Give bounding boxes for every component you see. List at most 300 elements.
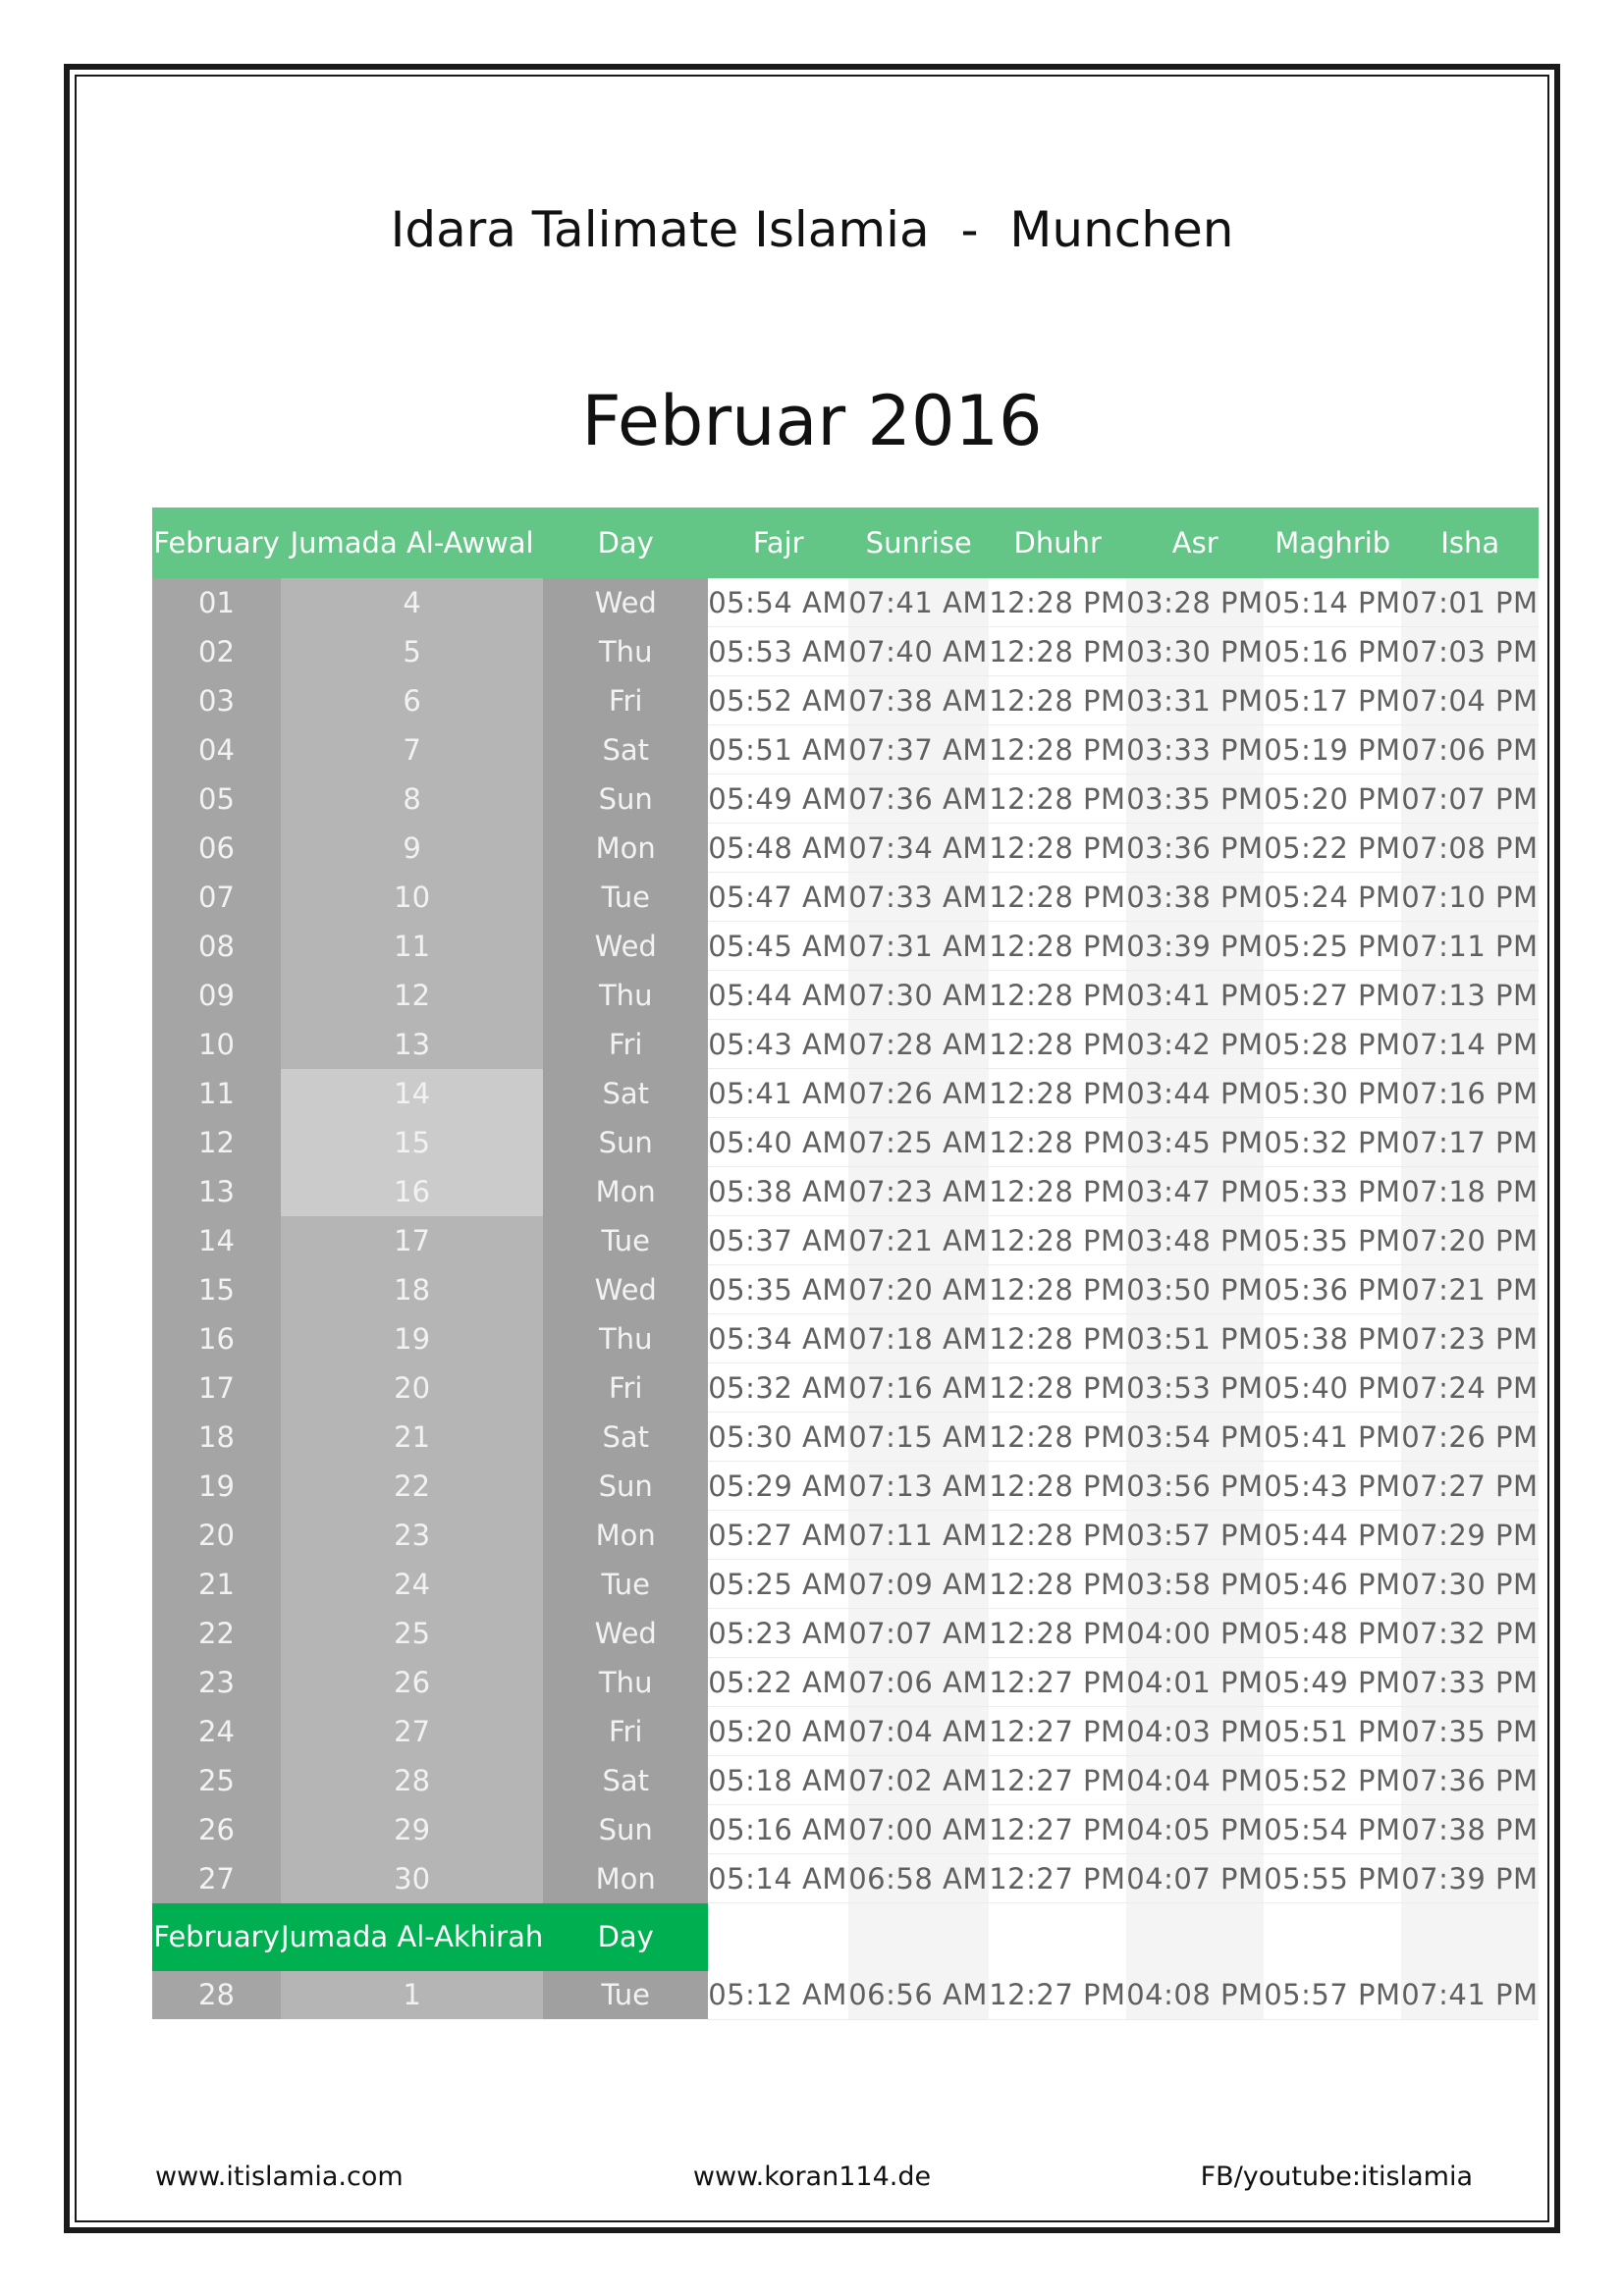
dhuhr-time-cell: 12:27 PM: [989, 1658, 1126, 1707]
table-row: [152, 824, 1539, 873]
asr-time-cell: 03:28 PM: [1126, 578, 1264, 627]
table-row: [152, 1020, 1539, 1069]
footer-website-left: www.itislamia.com: [155, 2162, 404, 2192]
sunrise-time-cell: 07:40 AM: [848, 627, 989, 676]
weekday-cell: Thu: [543, 627, 708, 676]
weekday-cell: Fri: [543, 676, 708, 725]
table-row: [152, 1971, 1539, 2020]
maghrib-time-cell: 05:38 PM: [1264, 1314, 1401, 1363]
maghrib-time-cell: 05:28 PM: [1264, 1020, 1401, 1069]
dhuhr-time-cell: 12:28 PM: [989, 1462, 1126, 1511]
footer-website-center: www.koran114.de: [692, 2162, 932, 2192]
date-cell: 13: [152, 1167, 281, 1216]
dhuhr-time-cell: 12:27 PM: [989, 1707, 1126, 1756]
hijri-day-cell: 4: [281, 578, 543, 627]
hijri-day-cell: 28: [281, 1756, 543, 1805]
isha-time-cell: 07:24 PM: [1401, 1363, 1539, 1413]
weekday-cell: Sun: [543, 1462, 708, 1511]
weekday-cell: Mon: [543, 1854, 708, 1903]
table-row: [152, 1658, 1539, 1707]
fajr-time-cell: 05:14 AM: [708, 1854, 848, 1903]
dhuhr-time-cell: 12:28 PM: [989, 725, 1126, 774]
dhuhr-time-cell: 12:28 PM: [989, 1216, 1126, 1265]
fajr-time-cell: 05:41 AM: [708, 1069, 848, 1118]
date-cell: 26: [152, 1805, 281, 1854]
asr-time-cell: 03:44 PM: [1126, 1069, 1264, 1118]
maghrib-time-cell: 05:33 PM: [1264, 1167, 1401, 1216]
maghrib-time-cell: 05:49 PM: [1264, 1658, 1401, 1707]
date-cell: 19: [152, 1462, 281, 1511]
table-row: [152, 1167, 1539, 1216]
hijri-day-cell: 11: [281, 922, 543, 971]
fajr-time-cell: 05:48 AM: [708, 824, 848, 873]
col-header-fajr: Fajr: [708, 507, 848, 578]
date-cell: 05: [152, 774, 281, 824]
date-cell: 18: [152, 1413, 281, 1462]
fajr-time-cell: 05:22 AM: [708, 1658, 848, 1707]
weekday-cell: Mon: [543, 1511, 708, 1560]
dhuhr-time-cell: 12:28 PM: [989, 1265, 1126, 1314]
table-row: [152, 1265, 1539, 1314]
maghrib-time-cell: 05:36 PM: [1264, 1265, 1401, 1314]
hijri-day-cell: 18: [281, 1265, 543, 1314]
fajr-time-cell: 05:52 AM: [708, 676, 848, 725]
weekday-cell: Wed: [543, 1265, 708, 1314]
col-header-hijri-2: Jumada Al-Akhirah: [281, 1903, 543, 1971]
isha-time-cell: 07:07 PM: [1401, 774, 1539, 824]
hijri-day-cell: 27: [281, 1707, 543, 1756]
table-row: [152, 578, 1539, 627]
isha-time-cell: 07:38 PM: [1401, 1805, 1539, 1854]
table-row: [152, 1314, 1539, 1363]
hijri-day-cell: 30: [281, 1854, 543, 1903]
col-header-asr: Asr: [1126, 507, 1264, 578]
hijri-day-cell: 14: [281, 1069, 543, 1118]
fajr-time-cell: 05:40 AM: [708, 1118, 848, 1167]
isha-time-cell: 07:23 PM: [1401, 1314, 1539, 1363]
asr-time-cell: 03:58 PM: [1126, 1560, 1264, 1609]
sunrise-time-cell: 07:04 AM: [848, 1707, 989, 1756]
sunrise-time-cell: 07:26 AM: [848, 1069, 989, 1118]
isha-time-cell: 07:20 PM: [1401, 1216, 1539, 1265]
isha-time-cell: 07:29 PM: [1401, 1511, 1539, 1560]
date-cell: 02: [152, 627, 281, 676]
asr-time-cell: 03:35 PM: [1126, 774, 1264, 824]
date-cell: 17: [152, 1363, 281, 1413]
sunrise-time-cell: 07:20 AM: [848, 1265, 989, 1314]
isha-time-cell: 07:27 PM: [1401, 1462, 1539, 1511]
maghrib-time-cell: 05:25 PM: [1264, 922, 1401, 971]
fajr-time-cell: 05:16 AM: [708, 1805, 848, 1854]
fajr-time-cell: 05:53 AM: [708, 627, 848, 676]
weekday-cell: Sun: [543, 1805, 708, 1854]
blank-cell: [708, 1903, 848, 1971]
weekday-cell: Fri: [543, 1363, 708, 1413]
asr-time-cell: 04:03 PM: [1126, 1707, 1264, 1756]
asr-time-cell: 03:54 PM: [1126, 1413, 1264, 1462]
maghrib-time-cell: 05:54 PM: [1264, 1805, 1401, 1854]
maghrib-time-cell: 05:32 PM: [1264, 1118, 1401, 1167]
hijri-day-cell: 22: [281, 1462, 543, 1511]
maghrib-time-cell: 05:41 PM: [1264, 1413, 1401, 1462]
table-row: [152, 873, 1539, 922]
dhuhr-time-cell: 12:27 PM: [989, 1854, 1126, 1903]
maghrib-time-cell: 05:57 PM: [1264, 1971, 1401, 2020]
date-cell: 20: [152, 1511, 281, 1560]
isha-time-cell: 07:32 PM: [1401, 1609, 1539, 1658]
sunrise-time-cell: 06:58 AM: [848, 1854, 989, 1903]
weekday-cell: Tue: [543, 1560, 708, 1609]
col-header-day: Day: [543, 507, 708, 578]
sunrise-time-cell: 07:02 AM: [848, 1756, 989, 1805]
isha-time-cell: 07:30 PM: [1401, 1560, 1539, 1609]
hijri-day-cell: 23: [281, 1511, 543, 1560]
maghrib-time-cell: 05:55 PM: [1264, 1854, 1401, 1903]
sunrise-time-cell: 07:31 AM: [848, 922, 989, 971]
fajr-time-cell: 05:23 AM: [708, 1609, 848, 1658]
isha-time-cell: 07:06 PM: [1401, 725, 1539, 774]
maghrib-time-cell: 05:17 PM: [1264, 676, 1401, 725]
maghrib-time-cell: 05:24 PM: [1264, 873, 1401, 922]
maghrib-time-cell: 05:48 PM: [1264, 1609, 1401, 1658]
isha-time-cell: 07:11 PM: [1401, 922, 1539, 971]
table-row: [152, 1413, 1539, 1462]
dhuhr-time-cell: 12:28 PM: [989, 627, 1126, 676]
dhuhr-time-cell: 12:28 PM: [989, 1118, 1126, 1167]
weekday-cell: Fri: [543, 1707, 708, 1756]
weekday-cell: Sat: [543, 1069, 708, 1118]
sunrise-time-cell: 07:28 AM: [848, 1020, 989, 1069]
fajr-time-cell: 05:12 AM: [708, 1971, 848, 2020]
asr-time-cell: 04:01 PM: [1126, 1658, 1264, 1707]
blank-cell: [989, 1903, 1126, 1971]
weekday-cell: Thu: [543, 1658, 708, 1707]
col-header-hijri: Jumada Al-Awwal: [281, 507, 543, 578]
hijri-day-cell: 15: [281, 1118, 543, 1167]
date-cell: 16: [152, 1314, 281, 1363]
sunrise-time-cell: 07:38 AM: [848, 676, 989, 725]
fajr-time-cell: 05:29 AM: [708, 1462, 848, 1511]
sunrise-time-cell: 07:07 AM: [848, 1609, 989, 1658]
date-cell: 03: [152, 676, 281, 725]
isha-time-cell: 07:17 PM: [1401, 1118, 1539, 1167]
col-header-gregorian: February: [152, 507, 281, 578]
isha-time-cell: 07:21 PM: [1401, 1265, 1539, 1314]
maghrib-time-cell: 05:19 PM: [1264, 725, 1401, 774]
dhuhr-time-cell: 12:28 PM: [989, 873, 1126, 922]
sunrise-time-cell: 07:30 AM: [848, 971, 989, 1020]
table-row: [152, 1707, 1539, 1756]
dhuhr-time-cell: 12:28 PM: [989, 1167, 1126, 1216]
table-row: [152, 1854, 1539, 1903]
fajr-time-cell: 05:51 AM: [708, 725, 848, 774]
asr-time-cell: 03:39 PM: [1126, 922, 1264, 971]
hijri-day-cell: 5: [281, 627, 543, 676]
fajr-time-cell: 05:47 AM: [708, 873, 848, 922]
isha-time-cell: 07:33 PM: [1401, 1658, 1539, 1707]
table-body-second-month: [152, 1903, 1539, 2020]
dhuhr-time-cell: 12:27 PM: [989, 1971, 1126, 2020]
date-cell: 10: [152, 1020, 281, 1069]
isha-time-cell: 07:13 PM: [1401, 971, 1539, 1020]
fajr-time-cell: 05:35 AM: [708, 1265, 848, 1314]
weekday-cell: Wed: [543, 1609, 708, 1658]
table-row: [152, 1805, 1539, 1854]
dhuhr-time-cell: 12:28 PM: [989, 1511, 1126, 1560]
weekday-cell: Sun: [543, 774, 708, 824]
isha-time-cell: 07:36 PM: [1401, 1756, 1539, 1805]
asr-time-cell: 03:53 PM: [1126, 1363, 1264, 1413]
fajr-time-cell: 05:34 AM: [708, 1314, 848, 1363]
blank-cell: [1401, 1903, 1539, 1971]
asr-time-cell: 03:30 PM: [1126, 627, 1264, 676]
table-row: [152, 1756, 1539, 1805]
date-cell: 15: [152, 1265, 281, 1314]
sunrise-time-cell: 07:36 AM: [848, 774, 989, 824]
isha-time-cell: 07:01 PM: [1401, 578, 1539, 627]
date-cell: 09: [152, 971, 281, 1020]
hijri-day-cell: 1: [281, 1971, 543, 2020]
date-cell: 08: [152, 922, 281, 971]
asr-time-cell: 03:48 PM: [1126, 1216, 1264, 1265]
dhuhr-time-cell: 12:28 PM: [989, 1609, 1126, 1658]
maghrib-time-cell: 05:52 PM: [1264, 1756, 1401, 1805]
weekday-cell: Mon: [543, 824, 708, 873]
asr-time-cell: 04:07 PM: [1126, 1854, 1264, 1903]
asr-time-cell: 03:38 PM: [1126, 873, 1264, 922]
col-header-gregorian-2: February: [152, 1903, 281, 1971]
sunrise-time-cell: 07:34 AM: [848, 824, 989, 873]
fajr-time-cell: 05:45 AM: [708, 922, 848, 971]
hijri-day-cell: 10: [281, 873, 543, 922]
maghrib-time-cell: 05:43 PM: [1264, 1462, 1401, 1511]
maghrib-time-cell: 05:20 PM: [1264, 774, 1401, 824]
sunrise-time-cell: 06:56 AM: [848, 1971, 989, 2020]
table-body: [152, 578, 1539, 1903]
fajr-time-cell: 05:49 AM: [708, 774, 848, 824]
asr-time-cell: 04:04 PM: [1126, 1756, 1264, 1805]
weekday-cell: Sun: [543, 1118, 708, 1167]
sunrise-time-cell: 07:25 AM: [848, 1118, 989, 1167]
fajr-time-cell: 05:38 AM: [708, 1167, 848, 1216]
month-title: Februar 2016: [581, 381, 1043, 461]
table-row: [152, 1560, 1539, 1609]
hijri-day-cell: 13: [281, 1020, 543, 1069]
weekday-cell: Wed: [543, 922, 708, 971]
hijri-day-cell: 17: [281, 1216, 543, 1265]
isha-time-cell: 07:26 PM: [1401, 1413, 1539, 1462]
col-header-sunrise: Sunrise: [848, 507, 989, 578]
table-row: [152, 971, 1539, 1020]
asr-time-cell: 03:33 PM: [1126, 725, 1264, 774]
hijri-day-cell: 20: [281, 1363, 543, 1413]
col-header-maghrib: Maghrib: [1264, 507, 1401, 578]
date-cell: 12: [152, 1118, 281, 1167]
table-header-row: [152, 507, 1539, 578]
organization-title: Idara Talimate Islamia - Munchen: [390, 201, 1234, 258]
weekday-cell: Tue: [543, 873, 708, 922]
table-row: [152, 676, 1539, 725]
table-second-header-row: [152, 1903, 1539, 1971]
dhuhr-time-cell: 12:28 PM: [989, 922, 1126, 971]
sunrise-time-cell: 07:21 AM: [848, 1216, 989, 1265]
sunrise-time-cell: 07:41 AM: [848, 578, 989, 627]
dhuhr-time-cell: 12:28 PM: [989, 824, 1126, 873]
blank-cell: [1126, 1903, 1264, 1971]
maghrib-time-cell: 05:46 PM: [1264, 1560, 1401, 1609]
table-row: [152, 1363, 1539, 1413]
table-row: [152, 922, 1539, 971]
table-row: [152, 627, 1539, 676]
footer-social: FB/youtube:itislamia: [1200, 2162, 1473, 2192]
maghrib-time-cell: 05:40 PM: [1264, 1363, 1401, 1413]
weekday-cell: Thu: [543, 971, 708, 1020]
maghrib-time-cell: 05:14 PM: [1264, 578, 1401, 627]
hijri-day-cell: 25: [281, 1609, 543, 1658]
dhuhr-time-cell: 12:28 PM: [989, 1020, 1126, 1069]
hijri-day-cell: 6: [281, 676, 543, 725]
maghrib-time-cell: 05:22 PM: [1264, 824, 1401, 873]
prayer-timetable: [152, 507, 1539, 2020]
maghrib-time-cell: 05:51 PM: [1264, 1707, 1401, 1756]
isha-time-cell: 07:16 PM: [1401, 1069, 1539, 1118]
date-cell: 27: [152, 1854, 281, 1903]
fajr-time-cell: 05:27 AM: [708, 1511, 848, 1560]
dhuhr-time-cell: 12:28 PM: [989, 578, 1126, 627]
asr-time-cell: 03:56 PM: [1126, 1462, 1264, 1511]
date-cell: 21: [152, 1560, 281, 1609]
weekday-cell: Wed: [543, 578, 708, 627]
maghrib-time-cell: 05:30 PM: [1264, 1069, 1401, 1118]
asr-time-cell: 03:51 PM: [1126, 1314, 1264, 1363]
date-cell: 07: [152, 873, 281, 922]
weekday-cell: Fri: [543, 1020, 708, 1069]
sunrise-time-cell: 07:16 AM: [848, 1363, 989, 1413]
maghrib-time-cell: 05:35 PM: [1264, 1216, 1401, 1265]
fajr-time-cell: 05:30 AM: [708, 1413, 848, 1462]
isha-time-cell: 07:18 PM: [1401, 1167, 1539, 1216]
sunrise-time-cell: 07:37 AM: [848, 725, 989, 774]
hijri-day-cell: 12: [281, 971, 543, 1020]
hijri-day-cell: 29: [281, 1805, 543, 1854]
asr-time-cell: 03:41 PM: [1126, 971, 1264, 1020]
weekday-cell: Sat: [543, 1756, 708, 1805]
dhuhr-time-cell: 12:28 PM: [989, 1413, 1126, 1462]
weekday-cell: Thu: [543, 1314, 708, 1363]
dhuhr-time-cell: 12:28 PM: [989, 1363, 1126, 1413]
date-cell: 23: [152, 1658, 281, 1707]
asr-time-cell: 03:45 PM: [1126, 1118, 1264, 1167]
hijri-day-cell: 19: [281, 1314, 543, 1363]
asr-time-cell: 03:31 PM: [1126, 676, 1264, 725]
dhuhr-time-cell: 12:28 PM: [989, 1069, 1126, 1118]
asr-time-cell: 03:47 PM: [1126, 1167, 1264, 1216]
weekday-cell: Tue: [543, 1971, 708, 2020]
isha-time-cell: 07:39 PM: [1401, 1854, 1539, 1903]
maghrib-time-cell: 05:16 PM: [1264, 627, 1401, 676]
fajr-time-cell: 05:18 AM: [708, 1756, 848, 1805]
asr-time-cell: 04:05 PM: [1126, 1805, 1264, 1854]
dhuhr-time-cell: 12:28 PM: [989, 1314, 1126, 1363]
hijri-day-cell: 26: [281, 1658, 543, 1707]
fajr-time-cell: 05:54 AM: [708, 578, 848, 627]
isha-time-cell: 07:10 PM: [1401, 873, 1539, 922]
isha-time-cell: 07:41 PM: [1401, 1971, 1539, 2020]
blank-cell: [1264, 1903, 1401, 1971]
sunrise-time-cell: 07:13 AM: [848, 1462, 989, 1511]
maghrib-time-cell: 05:44 PM: [1264, 1511, 1401, 1560]
blank-cell: [848, 1903, 989, 1971]
fajr-time-cell: 05:20 AM: [708, 1707, 848, 1756]
table-row: [152, 1511, 1539, 1560]
weekday-cell: Sat: [543, 725, 708, 774]
isha-time-cell: 07:03 PM: [1401, 627, 1539, 676]
table-row: [152, 1609, 1539, 1658]
date-cell: 06: [152, 824, 281, 873]
maghrib-time-cell: 05:27 PM: [1264, 971, 1401, 1020]
sunrise-time-cell: 07:33 AM: [848, 873, 989, 922]
hijri-day-cell: 7: [281, 725, 543, 774]
sunrise-time-cell: 07:15 AM: [848, 1413, 989, 1462]
asr-time-cell: 04:08 PM: [1126, 1971, 1264, 2020]
weekday-cell: Mon: [543, 1167, 708, 1216]
date-cell: 11: [152, 1069, 281, 1118]
table-row: [152, 1118, 1539, 1167]
asr-time-cell: 03:42 PM: [1126, 1020, 1264, 1069]
asr-time-cell: 03:50 PM: [1126, 1265, 1264, 1314]
asr-time-cell: 03:57 PM: [1126, 1511, 1264, 1560]
date-cell: 04: [152, 725, 281, 774]
weekday-cell: Tue: [543, 1216, 708, 1265]
isha-time-cell: 07:14 PM: [1401, 1020, 1539, 1069]
hijri-day-cell: 8: [281, 774, 543, 824]
fajr-time-cell: 05:43 AM: [708, 1020, 848, 1069]
date-cell: 25: [152, 1756, 281, 1805]
table-row: [152, 1069, 1539, 1118]
fajr-time-cell: 05:25 AM: [708, 1560, 848, 1609]
dhuhr-time-cell: 12:27 PM: [989, 1756, 1126, 1805]
sunrise-time-cell: 07:11 AM: [848, 1511, 989, 1560]
dhuhr-time-cell: 12:28 PM: [989, 1560, 1126, 1609]
sunrise-time-cell: 07:00 AM: [848, 1805, 989, 1854]
col-header-isha: Isha: [1401, 507, 1539, 578]
table-row: [152, 725, 1539, 774]
hijri-day-cell: 24: [281, 1560, 543, 1609]
dhuhr-time-cell: 12:28 PM: [989, 971, 1126, 1020]
isha-time-cell: 07:08 PM: [1401, 824, 1539, 873]
date-cell: 24: [152, 1707, 281, 1756]
table-row: [152, 1462, 1539, 1511]
col-header-day-2: Day: [543, 1903, 708, 1971]
sunrise-time-cell: 07:09 AM: [848, 1560, 989, 1609]
isha-time-cell: 07:04 PM: [1401, 676, 1539, 725]
date-cell: 28: [152, 1971, 281, 2020]
weekday-cell: Sat: [543, 1413, 708, 1462]
fajr-time-cell: 05:32 AM: [708, 1363, 848, 1413]
dhuhr-time-cell: 12:27 PM: [989, 1805, 1126, 1854]
date-cell: 14: [152, 1216, 281, 1265]
dhuhr-time-cell: 12:28 PM: [989, 676, 1126, 725]
table-row: [152, 1216, 1539, 1265]
fajr-time-cell: 05:44 AM: [708, 971, 848, 1020]
sunrise-time-cell: 07:06 AM: [848, 1658, 989, 1707]
date-cell: 01: [152, 578, 281, 627]
hijri-day-cell: 21: [281, 1413, 543, 1462]
fajr-time-cell: 05:37 AM: [708, 1216, 848, 1265]
asr-time-cell: 04:00 PM: [1126, 1609, 1264, 1658]
date-cell: 22: [152, 1609, 281, 1658]
asr-time-cell: 03:36 PM: [1126, 824, 1264, 873]
